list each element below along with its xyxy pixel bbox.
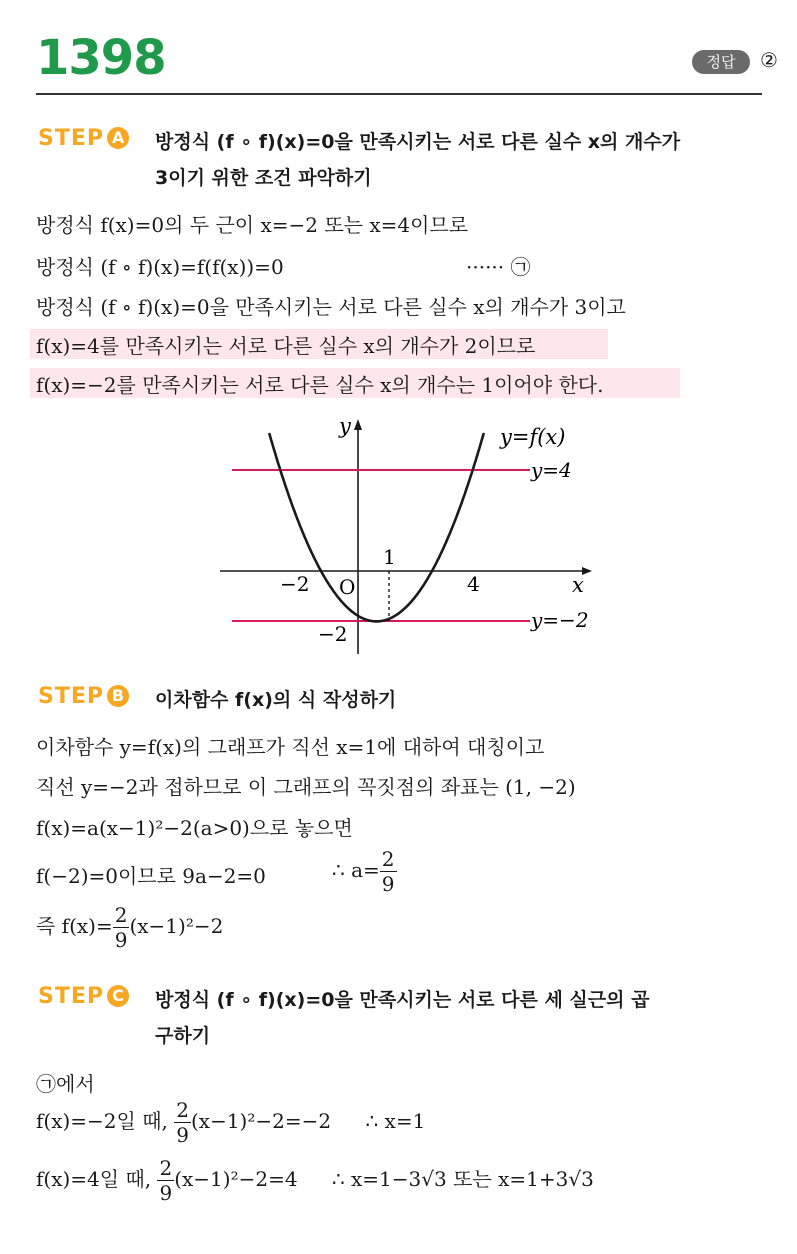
case-4-equation: (x−1)²−2=4 — [174, 1167, 298, 1191]
fraction-numerator: 2 — [381, 847, 395, 871]
tick-label-4-x: 4 — [467, 572, 480, 596]
step-b-tag-text: STEP — [38, 684, 105, 709]
problem-number: 1398 — [36, 30, 166, 86]
tick-label-1-x: 1 — [383, 545, 396, 569]
tick-label-neg2-x: −2 — [280, 572, 310, 596]
step-c-tag-text: STEP — [38, 984, 105, 1009]
therefore-a-text: ∴ a= — [332, 858, 380, 882]
step-c-line-3 — [36, 1158, 594, 1203]
step-b-title: 이차함수 f(x)의 식 작성하기 — [155, 689, 397, 711]
step-a-title-line1: 방정식 (f ∘ f)(x)=0을 만족시키는 서로 다른 실수 x의 개수가 — [155, 131, 681, 153]
step-a-letter-badge: A — [107, 127, 129, 149]
step-c-title-line2: 구하기 — [155, 1025, 211, 1047]
curve-label: y=f(x) — [500, 425, 566, 449]
step-a-tag-text: STEP — [38, 126, 105, 151]
f-expression-tail: (x−1)²−2 — [129, 914, 224, 938]
fraction-2-9-c — [174, 1100, 191, 1145]
step-c-line-2 — [36, 1100, 425, 1145]
case-4-result: ∴ x=1−3√3 또는 x=1+3√3 — [331, 1167, 594, 1191]
step-a-line-2: 방정식 (f ∘ f)(x)=f(f(x))=0 — [36, 255, 284, 279]
fraction-2-9-d — [157, 1158, 174, 1203]
y-axis-arrow — [354, 419, 362, 430]
fraction-2-9-b — [113, 905, 130, 950]
fraction-denominator: 9 — [381, 872, 395, 896]
fraction-numerator: 2 — [114, 903, 128, 927]
line-top-label: y=4 — [531, 458, 572, 482]
line-bottom-label: y=−2 — [531, 608, 589, 632]
tick-label-neg2-y: −2 — [318, 622, 348, 646]
y-axis-label: y — [339, 414, 351, 438]
step-b-line-2: 직선 y=−2과 접하므로 이 그래프의 꼭짓점의 좌표는 (1, −2) — [36, 775, 576, 799]
f-equals-text: 즉 f(x)= — [36, 914, 113, 938]
step-c-line-1: ㉠에서 — [36, 1072, 95, 1096]
answer-value: ② — [760, 48, 778, 72]
case-neg2-equation: (x−1)²−2=−2 — [190, 1109, 332, 1133]
origin-label: O — [339, 575, 356, 599]
step-c-title-line1: 방정식 (f ∘ f)(x)=0을 만족시키는 서로 다른 세 실근의 곱 — [155, 989, 650, 1011]
step-a-title-line2: 3이기 위한 조건 파악하기 — [155, 167, 372, 189]
fraction-denominator: 9 — [114, 928, 128, 952]
step-c-letter-badge: C — [107, 985, 129, 1007]
step-b-letter-badge: B — [107, 685, 129, 707]
step-b-a-value — [332, 849, 397, 894]
step-a-line-2-marker: ······ ㉠ — [466, 255, 531, 279]
fraction-denominator: 9 — [159, 1181, 173, 1205]
x-axis-label: x — [572, 573, 584, 597]
case-neg2-label: f(x)=−2일 때, — [36, 1109, 168, 1133]
case-4-label: f(x)=4일 때, — [36, 1167, 152, 1191]
step-b-line-4: f(−2)=0이므로 9a−2=0 — [36, 864, 266, 888]
step-a-line-1: 방정식 f(x)=0의 두 근이 x=−2 또는 x=4이므로 — [36, 213, 469, 237]
step-a-highlight-2: f(x)=−2를 만족시키는 서로 다른 실수 x의 개수는 1이어야 한다. — [36, 373, 604, 397]
fraction-denominator: 9 — [176, 1123, 189, 1147]
case-neg2-result: ∴ x=1 — [365, 1109, 426, 1133]
step-b-line-1: 이차함수 y=f(x)의 그래프가 직선 x=1에 대하여 대칭이고 — [36, 735, 545, 759]
step-b-line-5 — [36, 905, 223, 950]
step-a-highlight-1: f(x)=4를 만족시키는 서로 다른 실수 x의 개수가 2이므로 — [36, 334, 536, 358]
step-a-line-3: 방정식 (f ∘ f)(x)=0을 만족시키는 서로 다른 실수 x의 개수가 3이고 — [36, 295, 626, 319]
fraction-numerator: 2 — [159, 1156, 173, 1180]
step-b-tag — [38, 684, 129, 709]
answer-badge: 정답 — [692, 50, 750, 74]
step-c-tag — [38, 984, 129, 1009]
fraction-numerator: 2 — [176, 1098, 189, 1122]
step-b-line-3: f(x)=a(x−1)²−2(a>0)으로 놓으면 — [36, 816, 353, 840]
fraction-2-9 — [380, 849, 397, 894]
